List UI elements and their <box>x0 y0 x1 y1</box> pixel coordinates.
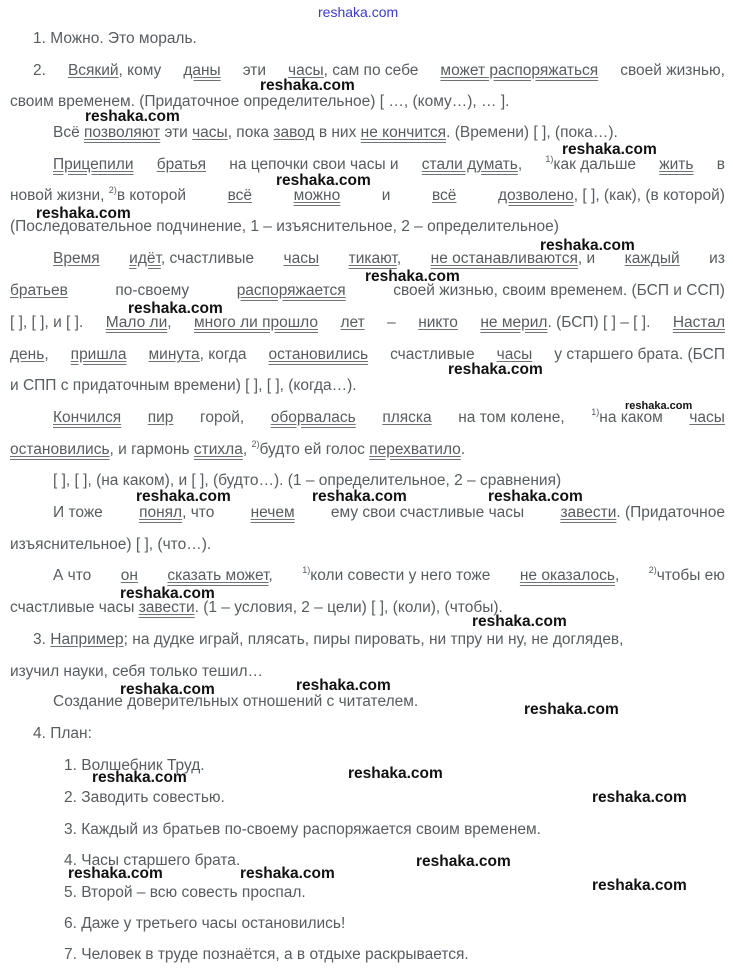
subject-word: минута <box>148 346 200 363</box>
text: и <box>381 187 391 204</box>
subject-word: каждый <box>624 250 680 267</box>
subject-word: Всякий <box>67 62 119 79</box>
subject-word: Время <box>53 250 100 267</box>
text: из <box>709 250 725 267</box>
text: новой жизни, <box>10 187 105 204</box>
predicate-word: завести <box>560 504 617 521</box>
predicate-word: остановились <box>268 346 369 363</box>
watermark: reshaka.com <box>312 488 407 505</box>
predicate-word: Кончился <box>53 409 122 426</box>
watermark: reshaka.com <box>296 677 391 694</box>
predicate-word: оборвалась <box>270 409 356 426</box>
clause-marker: 2) <box>251 439 260 449</box>
watermark: reshaka.com <box>276 172 371 189</box>
text: своей жизнью, <box>620 62 725 79</box>
text: . (Придаточное <box>616 504 725 521</box>
sentence-line <box>53 503 725 523</box>
sentence-line <box>53 123 618 143</box>
text: , что <box>182 504 215 521</box>
subject-word: братья <box>156 156 207 173</box>
text: , <box>396 250 402 267</box>
watermark: reshaka.com <box>540 237 635 254</box>
watermark: reshaka.com <box>68 865 163 882</box>
plan-item: 1. Волшебник Труд. <box>64 757 205 774</box>
text: , <box>614 567 620 584</box>
sentence-line: (Последовательное подчинение, 1 – изъяснительное, 2 – определительное) <box>10 218 559 235</box>
watermark: reshaka.com <box>448 361 543 378</box>
text: , и гармонь <box>109 441 190 458</box>
text: ; на дудке играй, плясать, пиры пировать, ни тпру ни ну, не доглядев, <box>123 631 624 648</box>
subject-word: всё <box>432 187 457 204</box>
text: ему свои счастливые часы <box>330 504 525 521</box>
clause-marker: 2) <box>108 185 117 195</box>
plan-item: 7. Человек в труде познаётся, а в отдыхе раскрывается. <box>64 946 469 963</box>
predicate-word: завести <box>138 599 195 616</box>
text: счастливые <box>390 346 475 363</box>
answer-2-line-1 <box>33 61 725 81</box>
watermark: reshaka.com <box>260 77 355 94</box>
clause-marker: 2) <box>648 565 657 575</box>
subject-word: часы <box>192 124 228 141</box>
predicate-word: даны <box>183 62 221 79</box>
answer-3 <box>33 630 623 650</box>
text: в <box>716 156 725 173</box>
text: . (БСП) [ ] – [ ]. <box>547 314 651 331</box>
predicate-word: позволяют <box>84 124 161 141</box>
text: коли совести у него тоже <box>310 567 491 584</box>
item-number: 2. <box>33 62 46 79</box>
sentence-line: изучил науки, себя только тешил… <box>10 663 264 680</box>
predicate-word: дозволено <box>497 187 574 204</box>
sentence-line: Создание доверительных отношений с читателем. <box>53 693 419 710</box>
text: в которой <box>116 187 187 204</box>
subject-word: часы <box>288 62 324 79</box>
predicate-word: Настал <box>672 314 725 331</box>
watermark: reshaka.com <box>592 877 687 894</box>
text: , <box>242 441 248 458</box>
sentence-line <box>10 313 725 333</box>
subject-word: завод <box>273 124 315 141</box>
predicate-word: стали думать <box>421 156 518 173</box>
subject-word: часы <box>689 409 725 426</box>
watermark: reshaka.com <box>120 681 215 698</box>
sentence-line: и СПП с придаточным времени) [ ], [ ], (когда…). <box>10 377 357 394</box>
text: – <box>387 314 396 331</box>
subject-word: часы <box>283 250 320 267</box>
text: как дальше <box>553 156 637 173</box>
plan-item: 6. Даже у третьего часы остановились! <box>64 915 346 932</box>
text: И тоже <box>53 504 103 521</box>
clause-marker: 1) <box>545 154 554 164</box>
sentence-line: [ ], [ ], (на каком), и [ ], (будто…). (1 – определительное, 2 – сравнения) <box>53 472 562 489</box>
text: чтобы ею <box>656 567 725 584</box>
predicate-word: не оказалось <box>519 567 615 584</box>
text: [ ], [ ], и [ ]. <box>10 314 84 331</box>
text: своей жизнью, своим временем. (БСП и ССП) <box>393 282 725 299</box>
watermark: reshaka.com <box>592 789 687 806</box>
text: счастливые часы <box>10 599 135 616</box>
text: на том колене, <box>458 409 565 426</box>
plan-item: 2. Заводить совестью. <box>64 789 225 806</box>
predicate-word: тикают <box>348 250 397 267</box>
predicate-word: жить <box>659 156 694 173</box>
text: по-своему <box>115 282 190 299</box>
watermark: reshaka.com <box>85 108 180 125</box>
predicate-word: идёт <box>129 250 161 267</box>
predicate-word: не останавливаются <box>430 250 578 267</box>
watermark: reshaka.com <box>562 141 657 158</box>
predicate-word: можно <box>293 187 341 204</box>
subject-word: пляска <box>382 409 432 426</box>
predicate-word: пришла <box>70 346 127 363</box>
clause-marker: 1) <box>591 407 600 417</box>
text: будто ей голос <box>259 441 365 458</box>
predicate-word: нечем <box>250 504 295 521</box>
subject-word: Например <box>50 631 124 648</box>
text: в них <box>318 124 357 141</box>
watermark: reshaka.com <box>472 613 567 630</box>
predicate-word: перехватило <box>369 441 461 458</box>
watermark: reshaka.com <box>348 765 443 782</box>
text: , и <box>577 250 596 267</box>
sentence-line <box>53 566 725 587</box>
predicate-word: много ли прошло <box>194 314 319 331</box>
text: у старшего брата. (БСП <box>554 346 725 363</box>
predicate-word: распоряжается <box>236 282 346 299</box>
watermark: reshaka.com <box>92 769 187 786</box>
predicate-word: Прицепили <box>53 156 134 173</box>
text: , <box>167 314 172 331</box>
watermark: reshaka.com <box>120 585 215 602</box>
sentence-line <box>10 440 465 461</box>
watermark: reshaka.com <box>416 853 511 870</box>
watermark: reshaka.com <box>36 205 131 222</box>
text: на цепочки свои часы и <box>229 156 399 173</box>
text: Всё <box>53 124 80 141</box>
watermark: reshaka.com <box>365 268 460 285</box>
answer-4-heading: 4. План: <box>33 725 92 742</box>
text: горой, <box>200 409 245 426</box>
subject-word: пир <box>147 409 174 426</box>
text: . (Времени) [ ], (пока…). <box>446 124 618 141</box>
text: . <box>460 441 466 458</box>
text: , сам по себе <box>323 62 419 79</box>
text: А что <box>53 567 92 584</box>
text: , <box>268 567 273 584</box>
predicate-word: сказать может <box>167 567 269 584</box>
item-number: 3. <box>33 631 46 648</box>
text: , кому <box>118 62 162 79</box>
subject-word: никто <box>418 314 458 331</box>
text: , счастливые <box>160 250 254 267</box>
sentence-line: изъяснительное) [ ], (что…). <box>10 536 212 553</box>
plan-item: 5. Второй – всю совесть проспал. <box>64 884 306 901</box>
watermark: reshaka.com <box>488 488 583 505</box>
clause-marker: 1) <box>302 565 311 575</box>
text: , когда <box>199 346 247 363</box>
watermark: reshaka.com <box>240 865 335 882</box>
watermark: reshaka.com <box>136 488 231 505</box>
watermark: reshaka.com <box>524 701 619 718</box>
text: , [ ], (как), (в которой) <box>573 187 725 204</box>
sentence-line <box>10 345 725 365</box>
text: эти <box>164 124 188 141</box>
subject-word: часы <box>496 346 533 363</box>
predicate-word: не мерил <box>480 314 548 331</box>
watermark: reshaka.com <box>128 300 223 317</box>
subject-word: он <box>120 567 138 584</box>
answer-2-line-2: своим временем. (Придаточное определительное) [ …, (кому…), … ]. <box>10 93 510 110</box>
subject-word: день <box>10 346 45 363</box>
predicate-word: остановились <box>10 441 110 458</box>
text: , <box>517 156 523 173</box>
predicate-word: понял <box>139 504 183 521</box>
plan-item: 3. Каждый из братьев по-своему распоряжается своим временем. <box>64 821 541 838</box>
subject-word: братьев <box>10 282 68 299</box>
answer-1: 1. Можно. Это мораль. <box>33 30 197 47</box>
predicate-word: не кончится <box>360 124 447 141</box>
text: на каком <box>599 409 663 426</box>
sentence-line <box>10 598 503 618</box>
predicate-word: стихла <box>193 441 243 458</box>
text: эти <box>242 62 267 79</box>
subject-word: всё <box>227 187 253 204</box>
plan-item: 4. Часы старшего брата. <box>64 852 241 869</box>
subject-word: лет <box>340 314 365 331</box>
text: , пока <box>227 124 270 141</box>
text: , <box>44 346 49 363</box>
predicate-word: может распоряжаться <box>440 62 599 79</box>
watermark: reshaka.com <box>318 4 399 20</box>
predicate-word: Мало ли <box>105 314 168 331</box>
watermark: reshaka.com <box>625 400 693 412</box>
text: . (1 – условия, 2 – цели) [ ], (коли), (чтобы). <box>194 599 503 616</box>
